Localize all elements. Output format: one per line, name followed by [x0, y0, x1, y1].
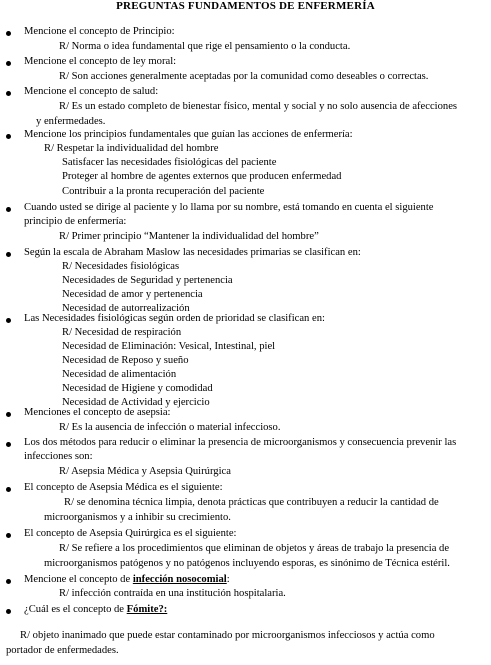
answer-4-line3: Proteger al hombre de agentes externos que producen enfermedad — [62, 171, 342, 182]
answer-4: R/ Respetar la individualidad del hombre — [44, 143, 219, 154]
answer-10: R/ se denomina técnica limpia, denota prácticas que contribuyen a reducir la cantidad de — [64, 497, 439, 508]
question-12-term: infección nosocomial — [132, 574, 227, 585]
bullet — [6, 442, 11, 447]
answer-6: R/ Necesidades fisiológicas — [62, 261, 180, 272]
question-1: Mencione el concepto de Principio: — [24, 26, 175, 37]
question-4: Mencione los principios fundamentales que guían las acciones de enfermería: — [24, 129, 353, 140]
document-title: PREGUNTAS FUNDAMENTOS DE ENFERMERÍA — [116, 0, 375, 12]
question-13-term: Fómite?: — [126, 604, 168, 615]
question-12-colon: : — [226, 574, 230, 585]
question-8: Menciones el concepto de asepsia: — [24, 407, 171, 418]
question-2: Mencione el concepto de ley moral: — [24, 56, 177, 67]
answer-6-line4: Necesidad de autorrealización — [62, 303, 190, 314]
question-13 — [24, 604, 167, 617]
question-5-cont: principio de enfermería: — [24, 216, 127, 227]
bullet — [6, 134, 11, 139]
answer-1: R/ Norma o idea fundamental que rige el pensamiento o la conducta. — [59, 41, 351, 52]
bullet — [6, 31, 11, 36]
bullet — [6, 609, 11, 614]
answer-6-line3: Necesidad de amor y pertenencia — [62, 289, 203, 300]
answer-7-line6: Necesidad de Actividad y ejercicio — [62, 397, 210, 408]
answer-10-cont: microorganismos y a inhibir su crecimiento. — [44, 512, 231, 523]
question-7: Las Necesidades fisiológicas según orden de prioridad se clasifican en: — [24, 313, 325, 324]
question-9: Los dos métodos para reducir o eliminar la presencia de microorganismos y consecuencia prevenir las — [24, 437, 457, 448]
answer-3-cont: y enfermedades. — [36, 116, 106, 127]
bullet — [6, 487, 11, 492]
bullet — [6, 252, 11, 257]
answer-7-line3: Necesidad de Reposo y sueño — [62, 355, 189, 366]
final-answer-cont: portador de enfermedades. — [6, 645, 119, 656]
answer-12: R/ infección contraída en una institución hospitalaria. — [59, 588, 286, 599]
question-11: El concepto de Asepsia Quirúrgica es el siguiente: — [24, 528, 237, 539]
question-5: Cuando usted se dirige al paciente y lo llama por su nombre, está tomando en cuenta el siguiente — [24, 202, 434, 213]
answer-2: R/ Son acciones generalmente aceptadas por la comunidad como deseables o correctas. — [59, 71, 429, 82]
answer-5: R/ Primer principio “Mantener la individualidad del hombre” — [59, 231, 319, 242]
question-10: El concepto de Asepsia Médica es el siguiente: — [24, 482, 223, 493]
question-6: Según la escala de Abraham Maslow las necesidades primarias se clasifican en: — [24, 247, 361, 258]
answer-3: R/ Es un estado completo de bienestar físico, mental y social y no solo ausencia de afecciones — [59, 101, 458, 112]
bullet — [6, 91, 11, 96]
question-13-text: ¿Cuál es el concepto de — [24, 604, 127, 615]
answer-7-line2: Necesidad de Eliminación: Vesical, Intestinal, piel — [62, 341, 276, 352]
answer-7-line5: Necesidad de Higiene y comodidad — [62, 383, 213, 394]
answer-4-line2: Satisfacer las necesidades fisiológicas del paciente — [62, 157, 277, 168]
bullet — [6, 579, 11, 584]
question-3: Mencione el concepto de salud: — [24, 86, 159, 97]
question-12 — [24, 574, 230, 587]
answer-8: R/ Es la ausencia de infección o material infeccioso. — [59, 422, 281, 433]
question-9-cont: infecciones son: — [24, 451, 93, 462]
answer-6-line2: Necesidades de Seguridad y pertenencia — [62, 275, 233, 286]
final-answer: R/ objeto inanimado que puede estar contaminado por microorganismos infecciosos y actúa como — [20, 630, 435, 641]
bullet — [6, 533, 11, 538]
answer-7: R/ Necesidad de respiración — [62, 327, 182, 338]
answer-11-cont: microorganismos patógenos y no patógenos incluyendo esporas, es sinónimo de Técnica estéril. — [44, 558, 450, 569]
bullet — [6, 318, 11, 323]
answer-9: R/ Asepsia Médica y Asepsia Quirúrgica — [59, 466, 231, 477]
bullet — [6, 61, 11, 66]
answer-4-line4: Contribuir a la pronta recuperación del paciente — [62, 186, 265, 197]
bullet — [6, 412, 11, 417]
answer-7-line4: Necesidad de alimentación — [62, 369, 177, 380]
answer-11: R/ Se refiere a los procedimientos que eliminan de objetos y áreas de trabajo la presencia de — [59, 543, 450, 554]
bullet — [6, 207, 11, 212]
question-12-text: Mencione el concepto de — [24, 574, 133, 585]
